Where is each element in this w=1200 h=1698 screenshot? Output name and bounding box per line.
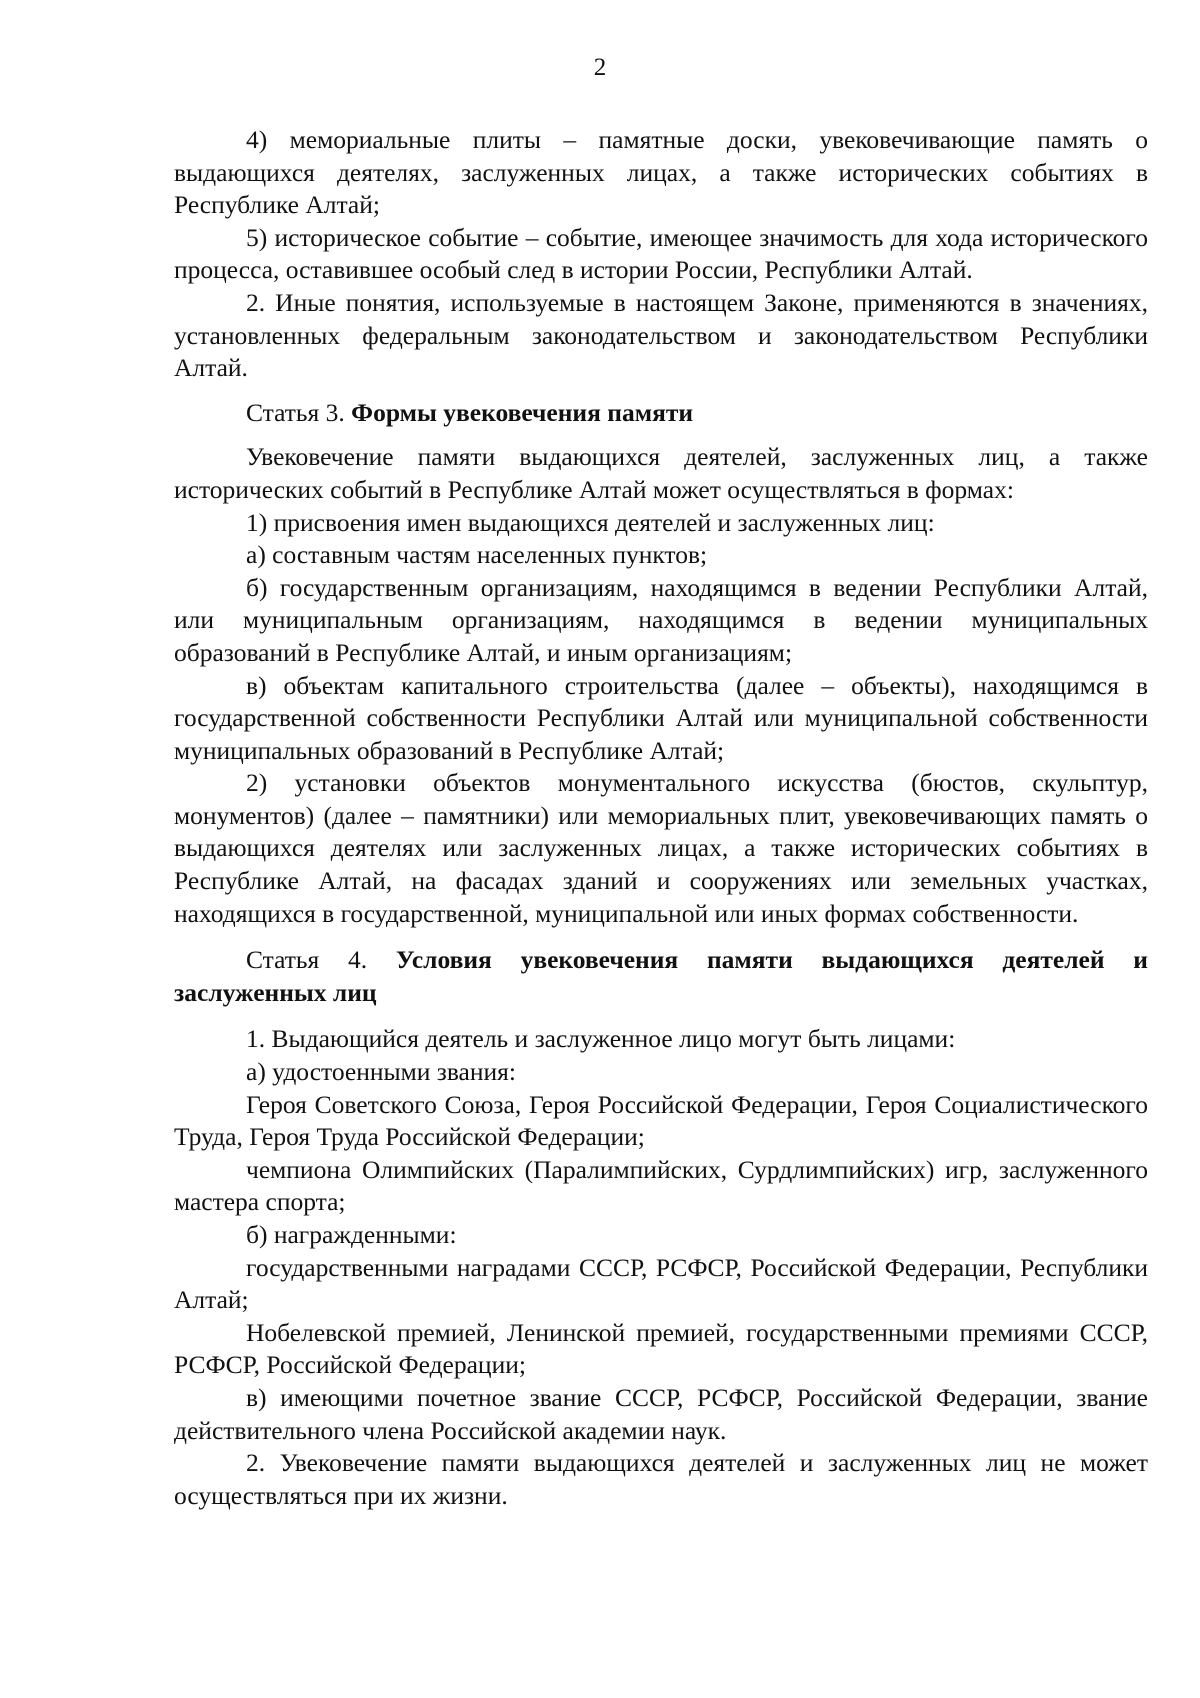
paragraph-forms-1: 1) присвоения имен выдающихся деятелей и заслуженных лиц:: [246, 507, 935, 537]
paragraph-conditions-champion: чемпиона Олимпийских (Паралимпийских, Сурдлимпийских) игр, заслуженного мастера спорта;: [174, 1154, 1148, 1217]
paragraph-forms-1b: б) государственным организациям, находящимся в ведении Республики Алтай, или муниципальным организациям, находящимся в ведении муниципальных образований в Республике Алтай, и иным организациям;: [174, 572, 1148, 667]
paragraph-conditions-1a: а) удостоенными звания:: [246, 1057, 516, 1087]
article-4-number: Статья 4.: [246, 945, 396, 975]
article-4-heading: [174, 944, 1148, 1009]
paragraph-conditions-2: 2. Увековечение памяти выдающихся деятелей и заслуженных лиц не может осуществляться при их жизни.: [174, 1448, 1148, 1510]
page-number: 2: [593, 54, 607, 81]
document-body: [174, 124, 1148, 1512]
paragraph-conditions-1c: в) имеющими почетное звание СССР, РСФСР, Российской Федерации, звание действительного члена Российской академии наук.: [174, 1382, 1148, 1445]
paragraph-other-concepts: 2. Иные понятия, используемые в настоящем Законе, применяются в значениях, установленных федеральным законодательством и законодательством Республики Алтай.: [174, 287, 1148, 383]
article-3-number: Статья 3.: [246, 397, 352, 427]
article-3-title: Формы увековечения памяти: [351, 397, 694, 427]
article-3-heading: [174, 397, 1148, 430]
paragraph-forms-2: 2) установки объектов монументального искусства (бюстов, скульптур, монументов) (далее – памятники) или мемориальных плит, увековечивающих память о выдающихся деятелях или заслуженных лицах, а также исторических событиях в Республике Алтай, на фасадах зданий и сооружениях или земельных участках, находящихся в государственной, муниципальной или иных формах собственности.: [174, 768, 1148, 928]
paragraph-forms-1a: а) составным частям населенных пунктов;: [246, 540, 708, 570]
paragraph-forms-intro: Увековечение памяти выдающихся деятелей, заслуженных лиц, а также исторических событий в Республике Алтай может осуществляться в формах:: [174, 442, 1148, 504]
paragraph-conditions-prizes: Нобелевской премией, Ленинской премией, государственными премиями СССР, РСФСР, Российской Федерации;: [174, 1317, 1148, 1380]
paragraph-conditions-hero: Героя Советского Союза, Героя Российской Федерации, Героя Социалистического Труда, Героя Труда Российской Федерации;: [174, 1089, 1148, 1152]
paragraph-definition-5: 5) историческое событие – событие, имеющее значимость для хода исторического процесса, оставившее особый след в истории России, Республики Алтай.: [174, 222, 1148, 285]
paragraph-conditions-1b: б) награжденными:: [246, 1220, 457, 1249]
article-4-title: Условия увековечения памяти выдающихся деятелей и заслуженных лиц: [174, 945, 1148, 1007]
paragraph-conditions-state-awards: государственными наградами СССР, РСФСР, Российской Федерации, Республики Алтай;: [174, 1252, 1148, 1315]
paragraph-forms-1c: в) объектам капитального строительства (далее – объекты), находящимся в государственной собственности Республики Алтай или муниципальной собственности муниципальных образований в Республике Алтай;: [174, 670, 1148, 765]
paragraph-definition-4: 4) мемориальные плиты – памятные доски, увековечивающие память о выдающихся деятелях, заслуженных лицах, а также исторических событиях в Республике Алтай;: [174, 125, 1148, 220]
paragraph-conditions-1: 1. Выдающийся деятель и заслуженное лицо могут быть лицами:: [246, 1024, 956, 1054]
